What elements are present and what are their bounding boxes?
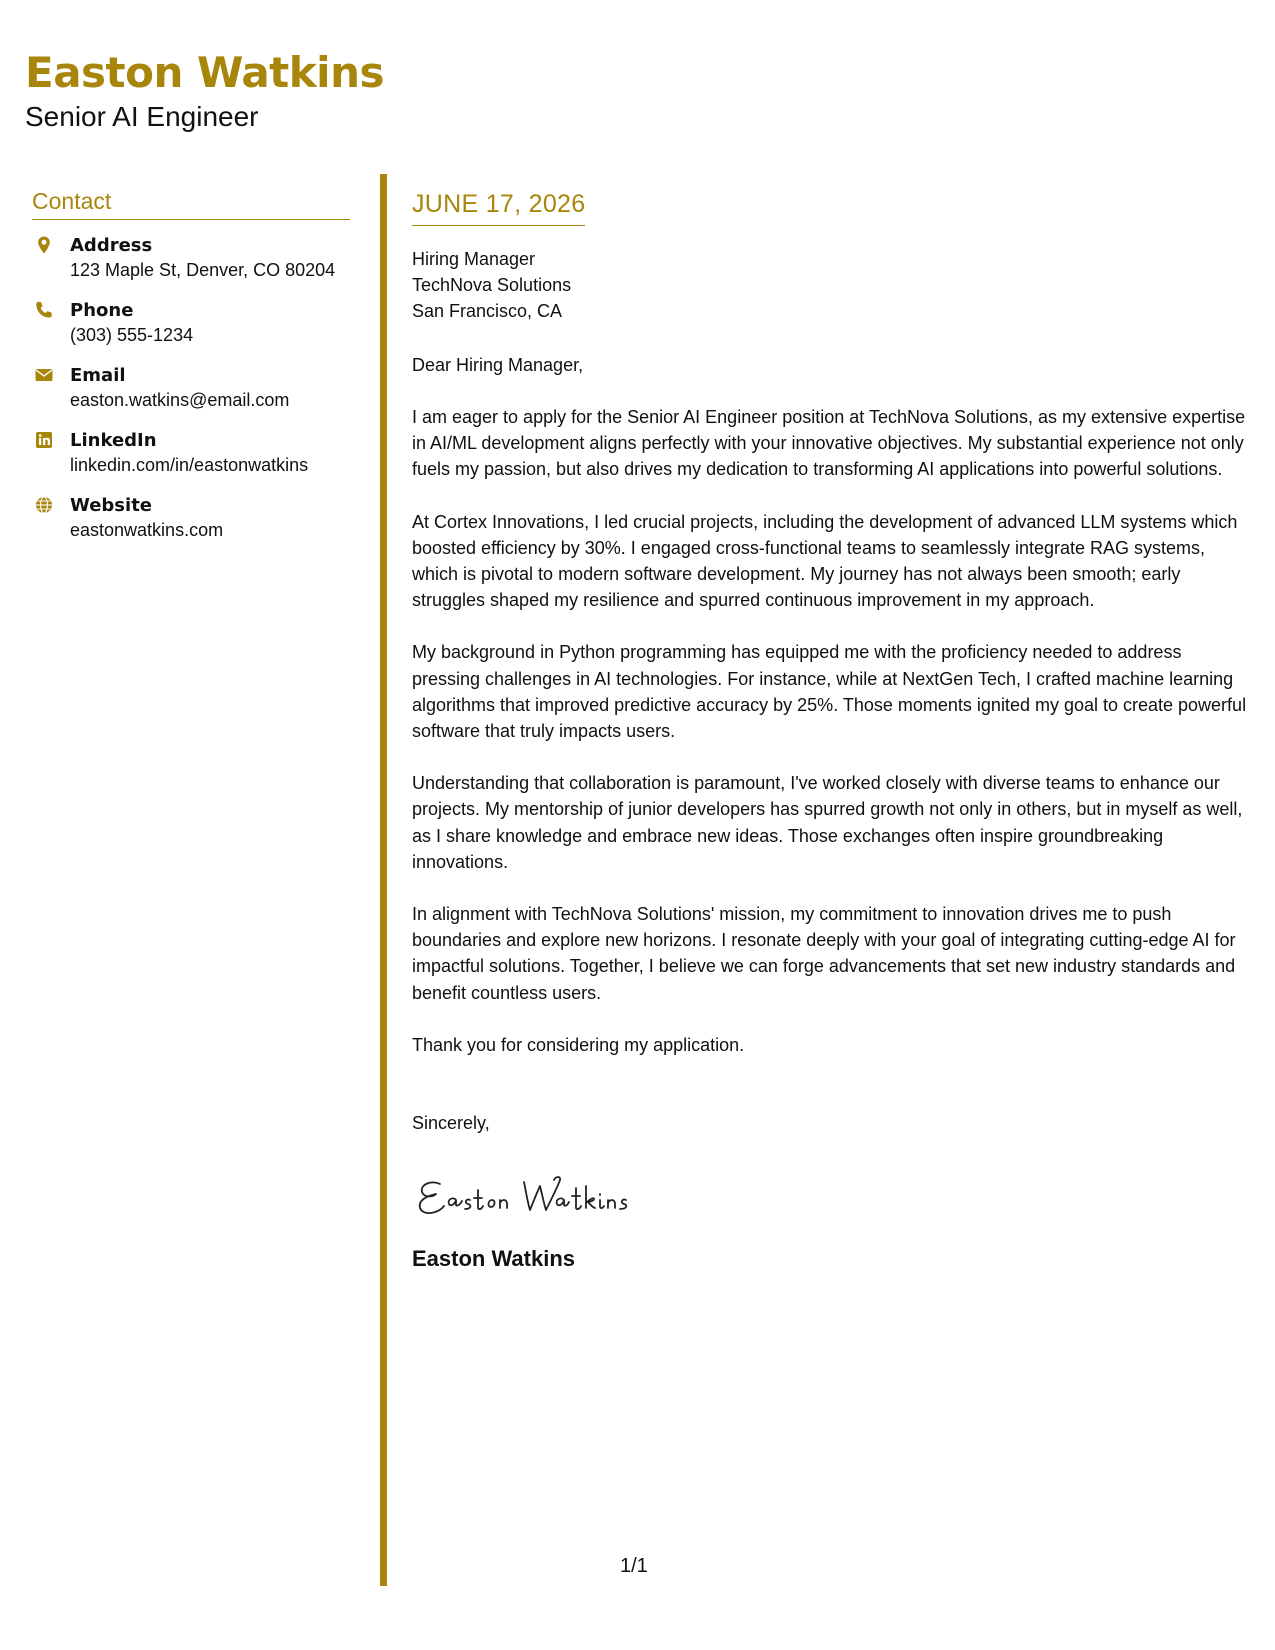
contact-label: Phone bbox=[70, 300, 134, 321]
applicant-name: Easton Watkins bbox=[25, 48, 384, 97]
contact-value: easton.watkins@email.com bbox=[70, 390, 290, 410]
phone-icon bbox=[34, 300, 54, 320]
contact-label: Website bbox=[70, 495, 153, 516]
contact-item-email bbox=[32, 364, 350, 412]
signer-name: Easton Watkins bbox=[412, 1246, 575, 1272]
contact-item-linkedin bbox=[32, 429, 350, 477]
letter-paragraph: My background in Python programming has equipped me with the proficiency needed to address pressing challenges in AI technologies. For instance, while at NextGen Tech, I crafted machine learning algorithms that improved predictive accuracy by 25%. Those moments ignited my goal to create powerful software that truly impacts users. bbox=[412, 642, 1247, 742]
letter-paragraph: In alignment with TechNova Solutions' mission, my commitment to innovation drives me to push boundaries and explore new horizons. I resonate deeply with your goal of integrating cutting-edge AI for impactful solutions. Together, I believe we can forge advancements that set new industry standards and benefit countless users. bbox=[412, 904, 1236, 1003]
letter-body bbox=[412, 190, 1252, 1272]
contact-item-address bbox=[32, 234, 350, 282]
contact-sidebar bbox=[32, 188, 350, 559]
contact-label: Address bbox=[70, 235, 153, 256]
applicant-role: Senior AI Engineer bbox=[25, 101, 259, 132]
closing: Sincerely, bbox=[412, 1113, 490, 1134]
contact-label: Email bbox=[70, 365, 126, 386]
contact-label: LinkedIn bbox=[70, 430, 157, 451]
contact-value: eastonwatkins.com bbox=[70, 520, 224, 540]
recipient-line: TechNova Solutions bbox=[412, 275, 572, 295]
vertical-divider bbox=[380, 174, 387, 1586]
letter-paragraph: I am eager to apply for the Senior AI Engineer position at TechNova Solutions, as my extensive expertise in AI/ML development aligns perfectly with your innovative objectives. My substantial experience not only fuels my passion, but also drives my dedication to transforming AI applications into powerful solutions. bbox=[412, 407, 1246, 480]
letter-header bbox=[25, 48, 384, 134]
page-number: 1/1 bbox=[620, 1555, 648, 1577]
recipient-line: San Francisco, CA bbox=[412, 301, 563, 321]
contact-value: (303) 555-1234 bbox=[70, 325, 194, 345]
contact-value: linkedin.com/in/eastonwatkins bbox=[70, 455, 309, 475]
salutation: Dear Hiring Manager, bbox=[412, 355, 584, 375]
contact-title: Contact bbox=[32, 188, 350, 220]
handwritten-signature bbox=[412, 1166, 672, 1226]
linkedin-icon bbox=[34, 430, 54, 450]
letter-date: JUNE 17, 2026 bbox=[412, 190, 586, 218]
letter-paragraph: Thank you for considering my application. bbox=[412, 1034, 745, 1055]
globe-icon bbox=[34, 495, 54, 515]
date-block bbox=[412, 190, 585, 226]
recipient-line: Hiring Manager bbox=[412, 249, 536, 269]
envelope-icon bbox=[34, 365, 54, 385]
contact-value: 123 Maple St, Denver, CO 80204 bbox=[70, 260, 336, 280]
contact-item-phone bbox=[32, 299, 350, 347]
contact-item-website bbox=[32, 494, 350, 542]
recipient-block bbox=[412, 246, 1252, 324]
map-pin-icon bbox=[34, 235, 54, 255]
letter-paragraph: Understanding that collaboration is paramount, I've worked closely with diverse teams to enhance our projects. My mentorship of junior developers has spurred growth not only in others, but in myself as well, as I share knowledge and embrace new ideas. Those exchanges often inspire groundbreaking innovations. bbox=[412, 773, 1243, 872]
letter-paragraph: At Cortex Innovations, I led crucial projects, including the development of advanced LLM systems which boosted efficiency by 30%. I engaged cross-functional teams to seamlessly integrate RAG systems, which is pivotal to modern software development. My journey has not always been smooth; early struggles shaped my resilience and spurred continuous improvement in my approach. bbox=[412, 511, 1238, 611]
